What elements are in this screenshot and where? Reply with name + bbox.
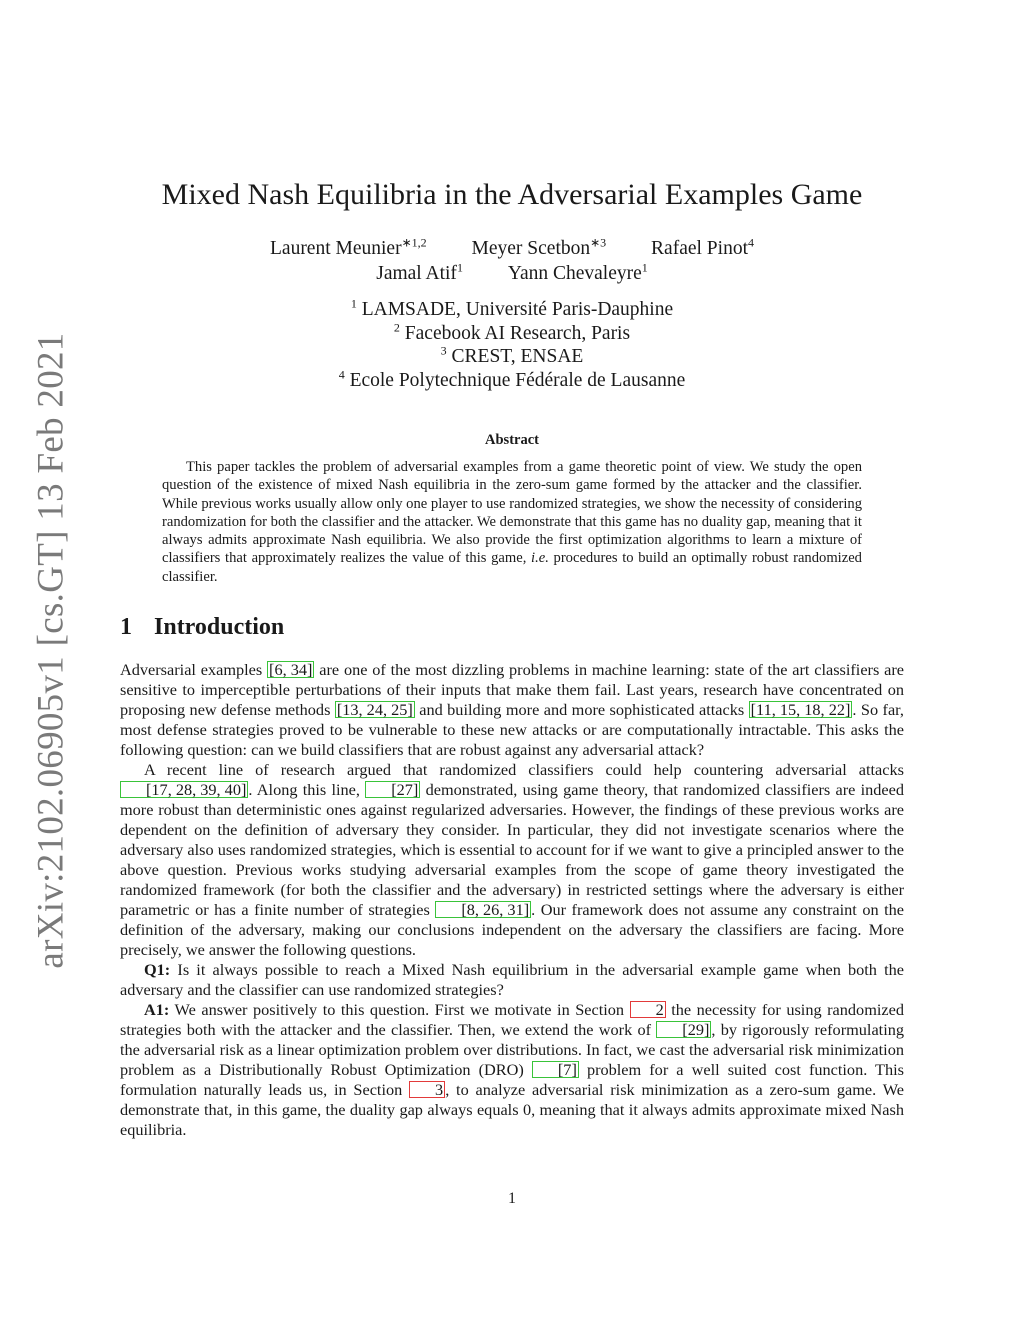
affiliation: $^3$ CREST, ENSAE bbox=[440, 343, 584, 367]
author-list bbox=[0, 236, 1024, 286]
author-line-1 bbox=[0, 236, 1024, 261]
citation-link[interactable]: [13, 24, 25] bbox=[336, 700, 413, 719]
paper-title: Mixed Nash Equilibria in the Adversarial Examples Game bbox=[161, 178, 863, 211]
section-body bbox=[120, 660, 904, 1140]
section-ref-link[interactable]: 3 bbox=[409, 1081, 445, 1098]
citation-link[interactable]: [17, 28, 39, 40] bbox=[120, 781, 248, 798]
abstract-text: This paper tackles the problem of adversarial examples from a game theoretic point of view. We study the open question of the existence of mixed Nash equilibria in the zero-sum game formed by the attacker and the classifier. While previous works usually allow only one player to use randomized strategies, we show the necessity of considering randomization for both the classifier and the attacker. We demonstrate that this game has no duality gap, meaning that it always admits approximate Nash equilibria. We also provide the first optimization algorithms to learn a mixture of classifiers that approximately realizes the value of this game, i.e. procedures to build an optimally robust randomized classifier. bbox=[162, 459, 862, 585]
author: Meyer Scetbon$^{∗3}$ bbox=[471, 235, 607, 259]
author: Jamal Atif$^1$ bbox=[376, 260, 463, 284]
section-title: Introduction bbox=[154, 614, 285, 640]
affiliation-list bbox=[0, 298, 1024, 392]
citation-link[interactable]: [7] bbox=[532, 1061, 579, 1078]
author: Yann Chevaleyre$^1$ bbox=[507, 260, 648, 284]
affiliation: $^1$ LAMSADE, Université Paris-Dauphine bbox=[350, 296, 674, 320]
citation-link[interactable]: [8, 26, 31] bbox=[435, 901, 531, 918]
section-number: 1 bbox=[120, 614, 132, 640]
section-heading bbox=[120, 614, 284, 641]
arxiv-id-text: arXiv:2102.06905v1 [cs.GT] 13 Feb 2021 bbox=[30, 331, 72, 969]
answer-a1: A1: We answer positively to this question. First we motivate in Section 2 the necessity for using randomized strategies both with the attacker and the classifier. Then, we extend the work of [29] , by rigorously reformulating the adversarial risk as a linear optimization problem over distributions. In fact, we cast the adversarial risk minimization problem as a Distributionally Robust Optimization (DRO) [7] problem for a well suited cost function. This formulation naturally leads us, in Section 3 , to analyze adversarial risk minimization as a zero-sum game. We demonstrate that, in this game, the duality gap always equals 0, meaning that it always admits approximate mixed Nash equilibria. bbox=[120, 1000, 904, 1139]
author-line-2 bbox=[0, 261, 1024, 286]
citation-link[interactable]: [6, 34] bbox=[269, 660, 313, 679]
paragraph-1: Adversarial examples [6, 34] are one of the most dizzling problems in machine learning: state of the art classifiers are sensitive to imperceptible perturbations of their inputs that make them fail. Last years, research have concentrated on proposing new defense methods [13, 24, 25] and building more and more sophisticated attacks [11, 15, 18, 22] . So far, most defense strategies proved to be vulnerable to these new attacks or are computationally intractable. This asks the following question: can we build classifiers that are robust against any adversarial attack? bbox=[120, 660, 905, 759]
citation-link[interactable]: [29] bbox=[656, 1021, 711, 1038]
page-number: 1 bbox=[508, 1190, 516, 1207]
paragraph-2: A recent line of research argued that randomized classifiers could help countering adversarial attacks [17, 28, 39, 40] . Along this line, [27] demonstrated, using game theory, that randomized classifiers are indeed more robust than deterministic ones against regularized adversaries. However, the findings of these previous works are dependent on the definition of adversary they consider. In particular, they did not investigate scenarios where the adversary also uses randomized strategies, which is essential to account for if we want to give a principled answer to the above question. Previous works studying adversarial examples from the scope of game theory investigated the randomized framework (for both the classifier and the adversary) in restricted settings where the adversary is either parametric or has a finite number of strategies [8, 26, 31] . Our framework does not assume any constraint on the definition of the adversary, making our conclusions independent on the adversary the classifiers are facing. More precisely, we answer the following questions. bbox=[120, 760, 905, 959]
affiliation: $^2$ Facebook AI Research, Paris bbox=[393, 320, 631, 344]
q1-label: Q1: bbox=[144, 960, 171, 979]
question-q1: Q1: Is it always possible to reach a Mixed Nash equilibrium in the adversarial example game when both the adversary and the classifier can use randomized strategies? bbox=[120, 960, 904, 999]
section-ref-link[interactable]: 2 bbox=[630, 1001, 666, 1018]
citation-link[interactable]: [27] bbox=[365, 781, 420, 798]
author: Laurent Meunier$^{∗1,2}$ bbox=[270, 235, 427, 259]
citation-link[interactable]: [11, 15, 18, 22] bbox=[750, 700, 851, 719]
affiliation: $^4$ Ecole Polytechnique Fédérale de Lausanne bbox=[338, 367, 686, 391]
a1-label: A1: bbox=[144, 1000, 170, 1019]
abstract-heading: Abstract bbox=[485, 432, 539, 448]
author: Rafael Pinot$^4$ bbox=[651, 235, 754, 259]
